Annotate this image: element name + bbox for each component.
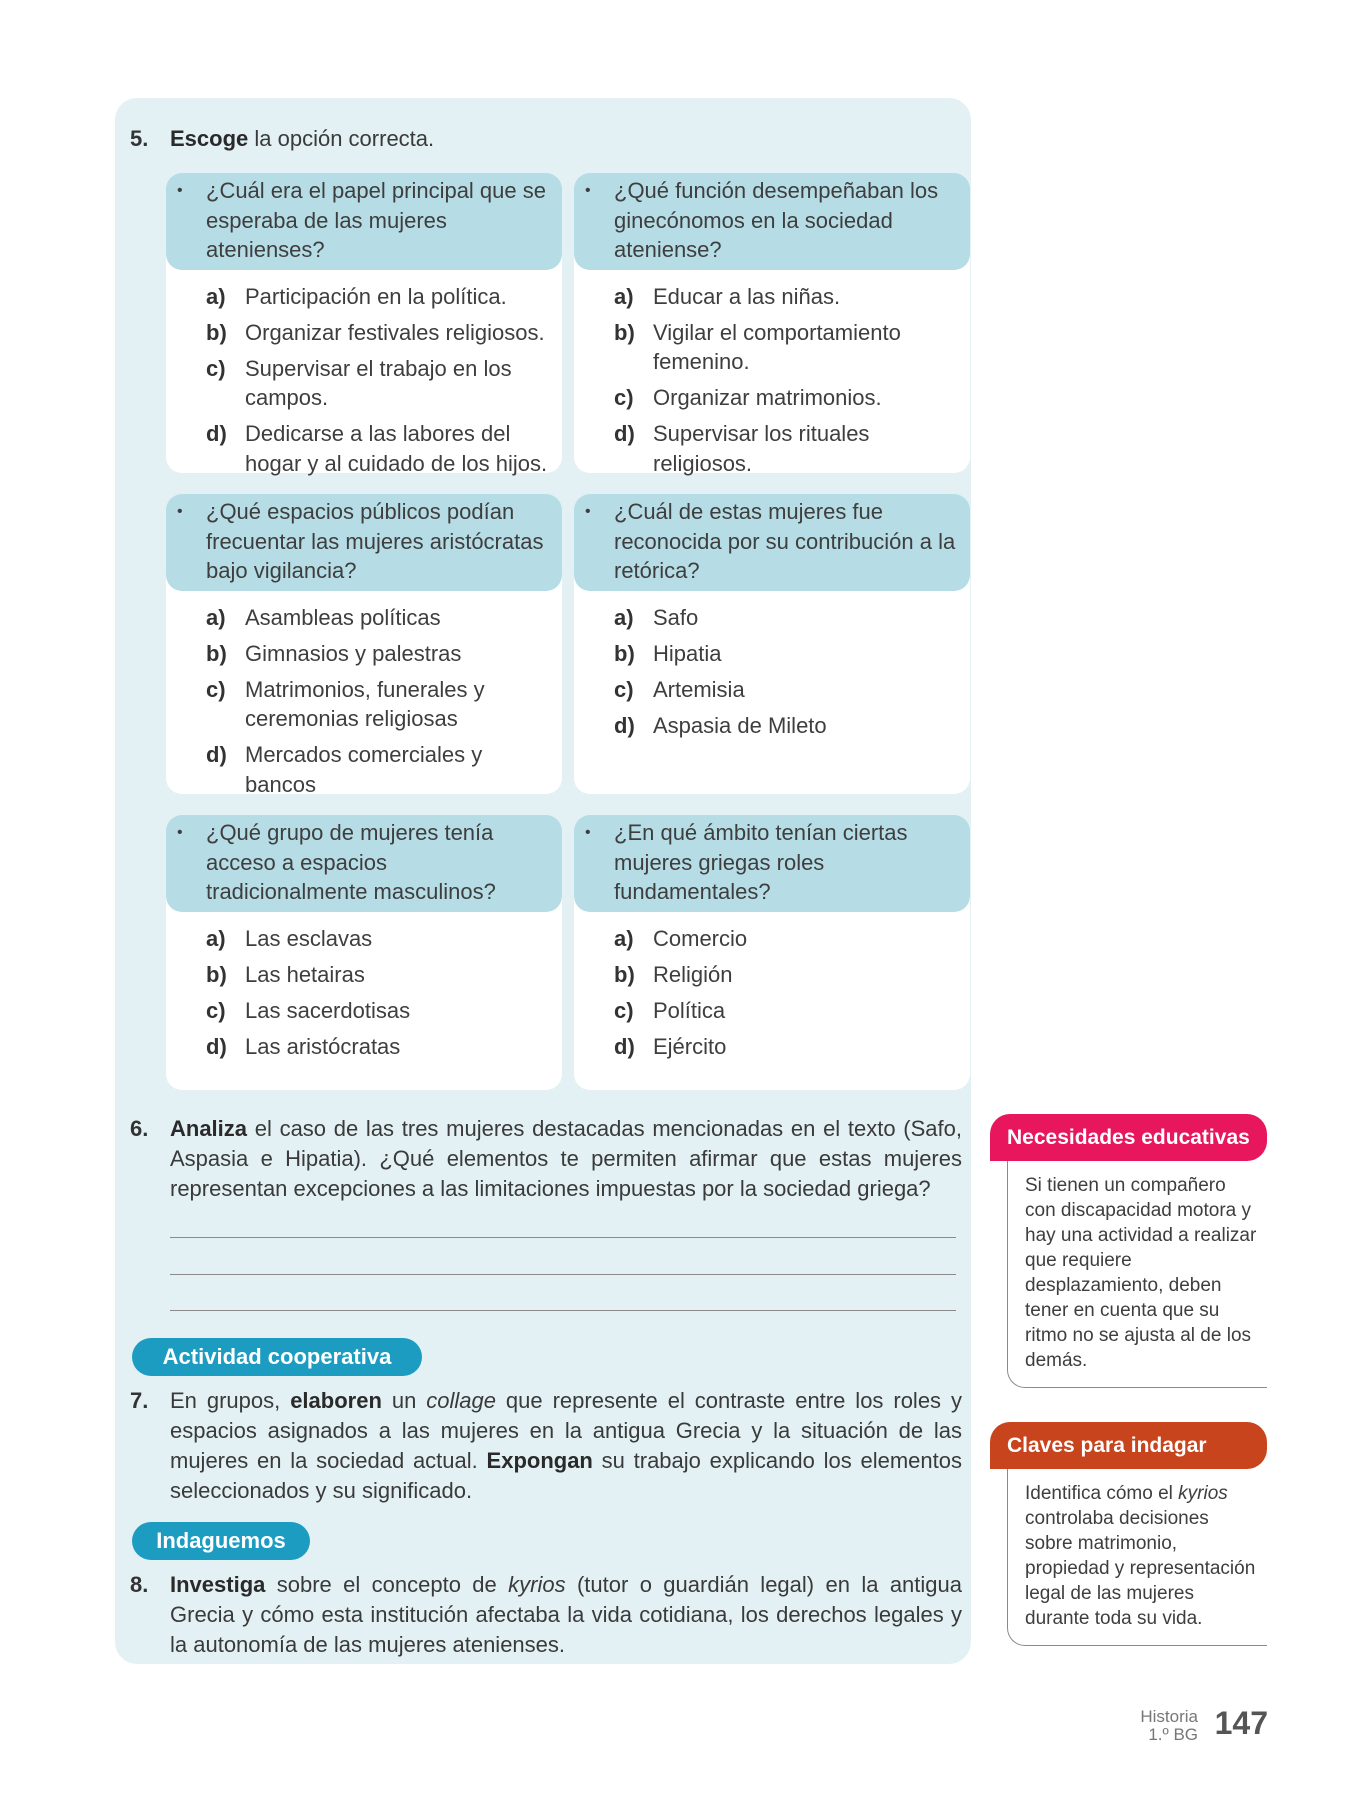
option-text: Supervisar los rituales religiosos. <box>653 421 870 476</box>
answer-line[interactable] <box>170 1237 956 1238</box>
option-item[interactable] <box>206 354 554 413</box>
option-letter: c) <box>206 355 226 381</box>
option-item[interactable] <box>614 383 962 413</box>
quiz-question <box>574 815 970 912</box>
option-letter: b) <box>614 961 635 987</box>
option-letter: c) <box>614 676 634 702</box>
quiz-card <box>166 173 562 476</box>
option-item[interactable] <box>206 960 554 990</box>
option-text: Supervisar el trabajo en los campos. <box>245 355 512 410</box>
inquiry-keys-title: Claves para indagar <box>990 1422 1267 1469</box>
option-letter: d) <box>614 712 635 738</box>
instruction-verb: elaboren <box>290 1388 382 1413</box>
option-letter: a) <box>206 604 226 630</box>
text-segment: En grupos, <box>170 1388 291 1413</box>
option-item[interactable] <box>614 675 962 705</box>
quiz-question <box>574 494 970 591</box>
quiz-question <box>574 173 970 270</box>
option-letter: c) <box>206 997 226 1023</box>
quiz-question <box>166 815 562 912</box>
option-text: Educar a las niñas. <box>653 283 841 309</box>
option-letter: a) <box>206 925 226 951</box>
italic-term: collage <box>426 1388 496 1413</box>
option-letter: c) <box>206 676 226 702</box>
quiz-card <box>574 494 970 794</box>
option-letter: b) <box>206 961 227 987</box>
option-text: Dedicarse a las labores del hogar y al cuidado de los hijos. <box>245 421 548 476</box>
option-text: Las sacerdotisas <box>245 997 411 1023</box>
option-text: Organizar matrimonios. <box>653 385 882 410</box>
option-item[interactable] <box>614 603 962 633</box>
answer-line[interactable] <box>170 1310 956 1311</box>
option-text: Las aristócratas <box>245 1033 401 1059</box>
quiz-card <box>166 815 562 1090</box>
option-item[interactable] <box>614 282 962 312</box>
option-text: Gimnasios y palestras <box>245 640 462 666</box>
option-item[interactable] <box>206 740 554 799</box>
quiz-question <box>166 173 562 270</box>
quiz-card <box>166 494 562 797</box>
question-8 <box>130 1570 962 1660</box>
question-5 <box>130 124 962 154</box>
bullet-icon: • <box>177 182 183 199</box>
special-needs-title: Necesidades educativas <box>990 1114 1267 1161</box>
italic-term: kyrios <box>508 1572 566 1597</box>
option-text: Las esclavas <box>245 925 373 951</box>
option-item[interactable] <box>614 318 962 377</box>
option-text: Safo <box>653 604 699 630</box>
option-text: Participación en la política. <box>245 283 507 309</box>
option-item[interactable] <box>614 419 962 478</box>
question-6 <box>130 1114 962 1204</box>
option-letter: d) <box>206 1033 227 1059</box>
question-text: ¿Qué función desempeñaban los ginecónomos en la sociedad ateniense? <box>614 178 939 262</box>
option-text: Hipatia <box>653 640 722 666</box>
instruction-verb: Expongan <box>486 1448 593 1473</box>
option-item[interactable] <box>614 711 962 741</box>
option-text: Asambleas políticas <box>245 604 441 630</box>
option-item[interactable] <box>614 924 962 954</box>
text-segment: (tutor o guardián legal) en la antigua Grecia y cómo esta institución afectaba la vida cotidiana, los derechos legales y la autonomía de las mujeres atenienses. <box>170 1572 962 1657</box>
option-letter: c) <box>614 997 634 1023</box>
question-text: ¿Cuál era el papel principal que se esperaba de las mujeres atenienses? <box>206 178 546 262</box>
text-segment: un <box>381 1388 427 1413</box>
option-text: Mercados comerciales y bancos <box>245 742 483 797</box>
text-segment: sobre el concepto de <box>265 1572 509 1597</box>
question-number: 8. <box>130 1572 149 1597</box>
folio-grade: 1.º BG <box>1148 1725 1198 1744</box>
question-text: ¿Qué espacios públicos podían frecuentar las mujeres aristócratas bajo vigilancia? <box>206 499 544 583</box>
option-letter: d) <box>206 742 227 767</box>
bullet-icon: • <box>177 824 183 841</box>
option-text: Ejército <box>653 1033 727 1059</box>
question-number: 5. <box>130 126 149 151</box>
answer-line[interactable] <box>170 1274 956 1275</box>
instruction-verb: Analiza <box>170 1116 248 1141</box>
text-segment: que represente el contraste entre los roles y espacios asignados a las mujeres en la antigua Grecia y la situación de las mujeres en la sociedad actual. <box>170 1388 962 1473</box>
instruction-verb: Investiga <box>170 1572 266 1597</box>
option-item[interactable] <box>206 924 554 954</box>
italic-term: kyrios <box>1178 1483 1228 1504</box>
option-text: Matrimonios, funerales y ceremonias religiosas <box>245 676 485 731</box>
option-item[interactable] <box>614 960 962 990</box>
option-item[interactable] <box>206 282 554 312</box>
option-letter: b) <box>614 640 635 666</box>
question-text: ¿Qué grupo de mujeres tenía acceso a espacios tradicionalmente masculinos? <box>206 820 496 904</box>
option-item[interactable] <box>614 996 962 1026</box>
instruction-text: el caso de las tres mujeres destacadas mencionadas en el texto (Safo, Aspasia e Hipatia). ¿Qué elementos te permiten afirmar que estas mujeres representan excepciones a las limitaciones impuestas por la sociedad griega? <box>170 1116 962 1201</box>
option-item[interactable] <box>614 639 962 669</box>
option-text: Las hetairas <box>245 961 365 987</box>
instruction-verb: Escoge <box>170 126 249 151</box>
option-text: Religión <box>653 961 733 987</box>
inquiry-keys-box <box>990 1422 1267 1646</box>
option-text: Comercio <box>653 925 748 951</box>
bullet-icon: • <box>585 503 591 520</box>
text-segment: su trabajo explicando los elementos seleccionados y su significado. <box>170 1448 962 1503</box>
quiz-card <box>574 815 970 1090</box>
inquiry-keys-text <box>1007 1469 1267 1646</box>
option-item[interactable] <box>206 419 554 478</box>
option-letter: a) <box>614 604 634 630</box>
option-text: Artemisia <box>653 676 745 702</box>
option-text: Vigilar el comportamiento femenino. <box>653 319 901 374</box>
option-item[interactable] <box>206 1032 554 1062</box>
question-text: ¿En qué ámbito tenían ciertas mujeres griegas roles fundamentales? <box>614 820 908 904</box>
bullet-icon: • <box>177 503 183 520</box>
folio-subject: Historia <box>1140 1707 1198 1726</box>
option-item[interactable] <box>206 675 554 734</box>
question-number: 6. <box>130 1116 149 1141</box>
option-letter: a) <box>614 283 634 309</box>
option-text: Política <box>653 997 726 1023</box>
page-number: 147 <box>1214 1705 1268 1741</box>
quiz-card <box>574 173 970 476</box>
option-letter: a) <box>206 283 226 309</box>
option-item[interactable] <box>614 1032 962 1062</box>
text-segment: controlaba decisiones sobre matrimonio, propiedad y representación legal de las mujeres durante toda su vida. <box>1025 1508 1256 1629</box>
question-number: 7. <box>130 1388 149 1413</box>
inquiry-label: Indaguemos <box>132 1522 310 1560</box>
option-letter: d) <box>206 421 227 446</box>
option-item[interactable] <box>206 318 554 348</box>
quiz-question <box>166 494 562 591</box>
option-letter: d) <box>614 421 635 446</box>
option-letter: b) <box>206 640 227 666</box>
cooperative-activity-label: Actividad cooperativa <box>132 1338 422 1376</box>
option-text: Organizar festivales religiosos. <box>245 319 545 345</box>
question-text: ¿Cuál de estas mujeres fue reconocida por su contribución a la retórica? <box>614 499 956 583</box>
special-needs-text: Si tienen un compañero con discapacidad motora y hay una actividad a realizar que requiere desplazamiento, deben tener en cuenta que su ritmo no se ajusta al de los demás. <box>1007 1161 1267 1388</box>
option-letter: c) <box>614 385 634 410</box>
question-7 <box>130 1386 962 1506</box>
instruction-text: la opción correcta. <box>248 126 435 151</box>
option-item[interactable] <box>206 639 554 669</box>
option-letter: b) <box>206 319 227 345</box>
special-needs-box <box>990 1114 1267 1388</box>
option-letter: b) <box>614 319 635 345</box>
text-segment: Identifica cómo el <box>1025 1483 1179 1504</box>
option-text: Aspasia de Mileto <box>653 712 827 738</box>
option-letter: a) <box>614 925 634 951</box>
option-letter: d) <box>614 1033 635 1059</box>
option-item[interactable] <box>206 603 554 633</box>
option-item[interactable] <box>206 996 554 1026</box>
bullet-icon: • <box>585 182 591 199</box>
bullet-icon: • <box>585 824 591 841</box>
